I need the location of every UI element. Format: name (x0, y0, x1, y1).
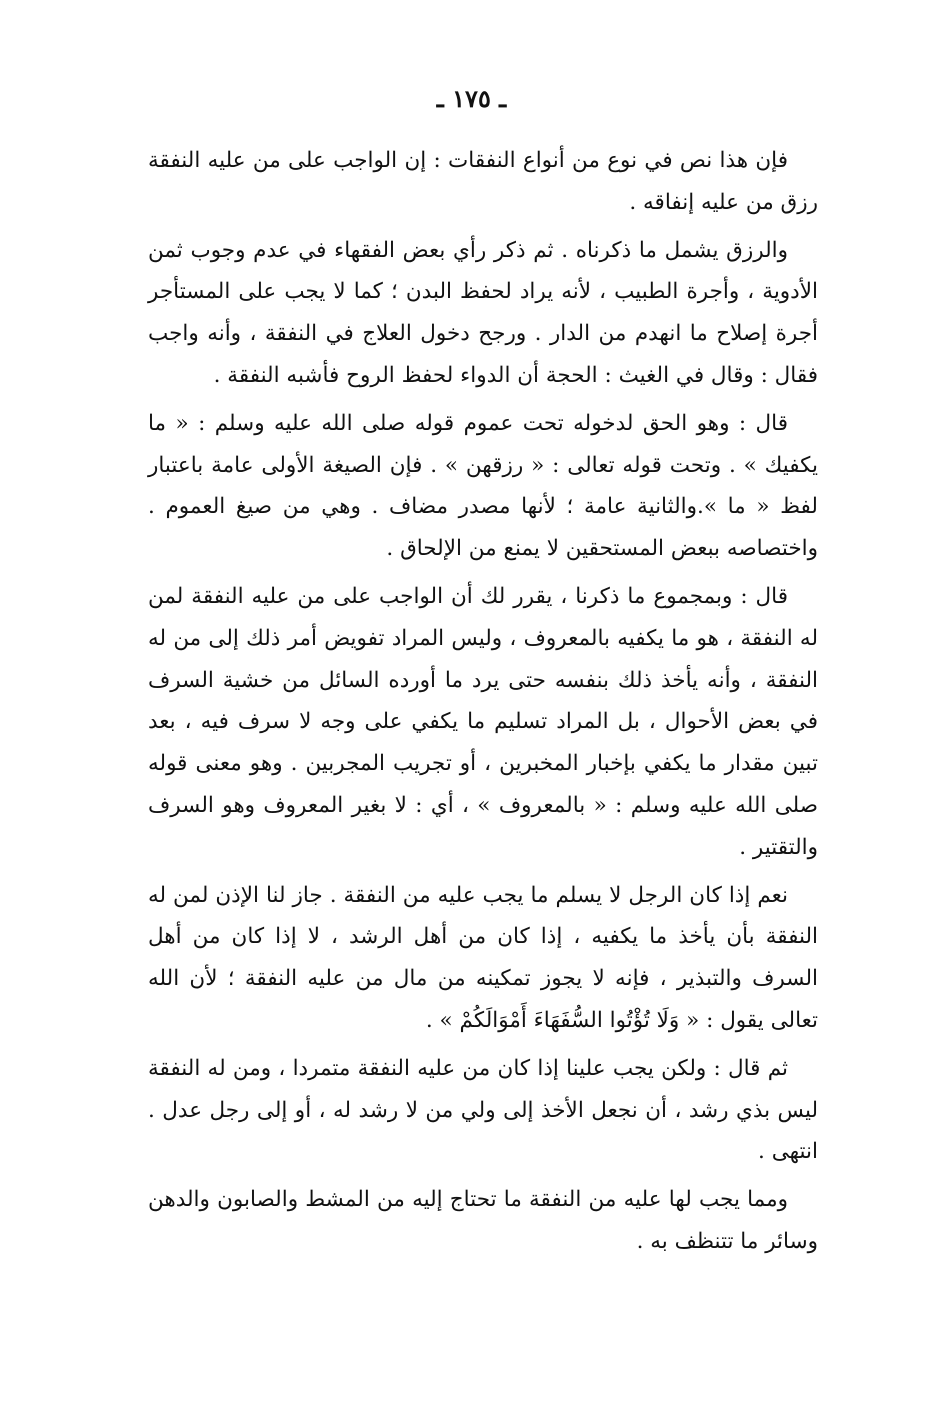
paragraph: ومما يجب لها عليه من النفقة ما تحتاج إليه من المشط والصابون والدهن وسائر ما تتنظف به . (148, 1187, 818, 1254)
body-text (148, 140, 818, 1269)
page-number: ـ ١٧٥ ـ (436, 84, 507, 113)
paragraph: فإن هذا نص في نوع من أنواع النفقات : إن الواجب على من عليه النفقة رزق من عليه إنفاقه . (148, 148, 818, 215)
paragraph: والرزق يشمل ما ذكرناه . ثم ذكر رأي بعض الفقهاء في عدم وجوب ثمن الأدوية ، وأجرة الطبيب ، لأنه يراد لحفظ البدن ؛ كما لا يجب على المستأجر أجرة إصلاح ما انهدم من الدار . ورجح دخول العلاج في النفقة ، وأنه واجب فقال : وقال في الغيث : الحجة أن الدواء لحفظ الروح فأشبه النفقة . (148, 237, 818, 388)
paragraph: قال : وهو الحق لدخوله تحت عموم قوله صلى الله عليه وسلم : « ما يكفيك » . وتحت قوله تعالى : « رزقهن » . فإن الصيغة الأولى عامة باعتبار لفظ « ما ».والثانية عامة ؛ لأنها مصدر مضاف . وهي من صيغ العموم . واختصاصه ببعض المستحقين لا يمنع من الإلحاق . (148, 410, 818, 562)
paragraph: نعم إذا كان الرجل لا يسلم ما يجب عليه من النفقة . جاز لنا الإذن لمن له النفقة بأن يأخذ ما يكفيه ، إذا كان من أهل الرشد ، لا إذا كان من أهل السرف والتبذير ، فإنه لا يجوز تمكينه من مال من عليه النفقة ؛ لأن الله تعالى يقول : « وَلَا تُؤْتُوا السُّفَهَاءَ أَمْوَالَكُمْ » . (148, 882, 818, 1033)
paragraph: قال : وبمجموع ما ذكرنا ، يقرر لك أن الواجب على من عليه النفقة لمن له النفقة ، هو ما يكفيه بالمعروف ، وليس المراد تفويض أمر ذلك إلى من له النفقة ، وأنه يأخذ ذلك بنفسه حتى يرد ما أورده السائل من خشية السرف في بعض الأحوال ، بل المراد تسليم ما يكفي على وجه لا سرف فيه ، بعد تبين مقدار ما يكفي بإخبار المخبرين ، أو تجريب المجربين . وهو معنى قوله صلى الله عليه وسلم : « بالمعروف » ، أي : لا بغير المعروف وهو السرف والتقتير . (148, 583, 818, 860)
paragraph: ثم قال : ولكن يجب علينا إذا كان من عليه النفقة متمردا ، ومن له النفقة ليس بذي رشد ، أن نجعل الأخذ إلى ولي من لا رشد له ، أو إلى رجل عدل . انتهى . (148, 1055, 818, 1165)
